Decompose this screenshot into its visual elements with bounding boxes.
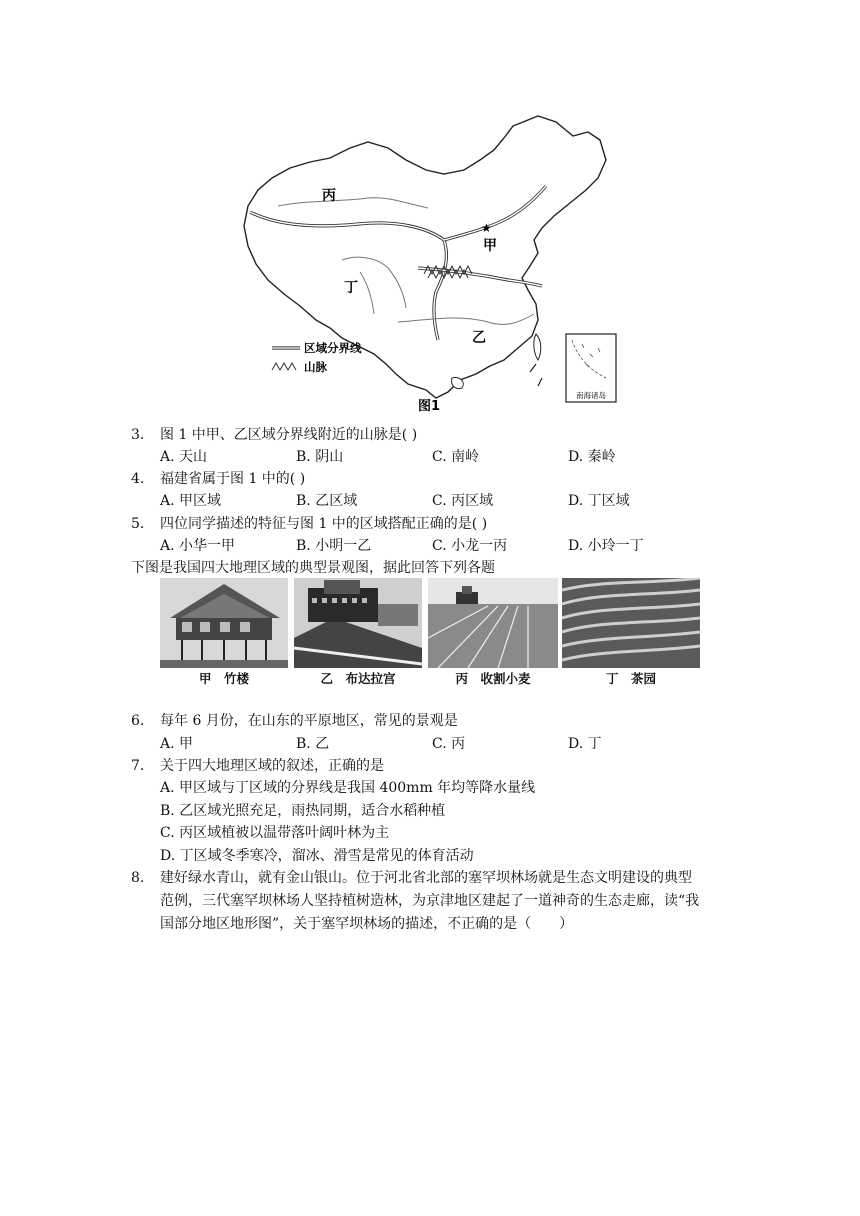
q5-option-b: B. 小明一乙 [296,538,372,554]
legend-mountain-label: 山脉 [304,360,327,374]
question-8-line-2: 范例，三代塞罕坝林场人坚持植树造林，为京津地区建起了一道神奇的生态走廊，读“我 [160,893,700,909]
potala-palace-image [294,578,422,668]
q5-option-d: D. 小玲一丁 [568,538,644,554]
q5-option-c: C. 小龙一丙 [432,538,508,554]
china-regions-map [238,108,630,418]
figure-caption: 图1 [418,399,441,414]
region-label-jia: 甲 [483,238,497,254]
question-3-stem: 图 1 中甲、乙区域分界线附近的山脉是( ) [160,427,418,443]
region-label-bing: 丙 [322,188,336,204]
q3-option-c: C. 南岭 [432,449,480,465]
question-4-stem: 福建省属于图 1 中的( ) [160,471,306,487]
wheat-harvest-image [428,578,558,668]
q7-option-c: C. 丙区域植被以温带落叶阔叶林为主 [160,825,390,841]
question-7-stem: 关于四大地理区域的叙述，正确的是 [160,758,384,774]
q3-option-b: B. 阴山 [296,449,344,465]
question-5-number: 5. [131,516,145,532]
q4-option-a: A. 甲区域 [160,493,222,509]
inset-label: 南海诸岛 [576,391,606,400]
photo-tea-garden [562,578,700,690]
photo-caption: 丁 茶园 [605,671,656,686]
q6-option-a: A. 甲 [160,736,194,752]
region-label-ding: 丁 [344,280,358,296]
question-3-number: 3. [131,427,145,443]
q7-option-b: B. 乙区域光照充足，雨热同期，适合水稻种植 [160,803,446,819]
q5-option-a: A. 小华一甲 [160,538,236,554]
photo-bamboo-house [160,578,288,690]
q4-option-d: D. 丁区域 [568,493,630,509]
q6-option-c: C. 丙 [432,736,466,752]
q4-option-c: C. 丙区域 [432,493,494,509]
photo-potala-palace [294,578,422,690]
q7-option-a: A. 甲区域与丁区域的分界线是我国 400mm 年均等降水量线 [160,780,536,796]
q3-option-d: D. 秦岭 [568,449,616,465]
legend-mountain-icon [272,363,296,370]
capital-star-icon: ★ [481,221,492,235]
question-4-number: 4. [131,471,145,487]
tea-garden-image [562,578,700,668]
legend-boundary-label: 区域分界线 [304,341,362,355]
photo-wheat-harvest [428,578,558,690]
region-label-yi: 乙 [472,330,486,346]
q7-option-d: D. 丁区域冬季寒冷，溜冰、滑雪是常见的体育活动 [160,848,474,864]
q3-option-a: A. 天山 [160,449,208,465]
question-6-number: 6. [131,713,145,729]
photo-caption: 乙 布达拉宫 [320,671,396,686]
photo-caption: 甲 竹楼 [198,671,249,686]
map-svg [238,108,630,418]
taiwan-island [534,334,541,360]
q6-option-d: D. 丁 [568,736,602,752]
q6-option-b: B. 乙 [296,736,330,752]
bamboo-house-image [160,578,288,668]
photo-caption: 丙 收割小麦 [455,671,531,686]
landscape-photos [160,578,700,690]
question-8-number: 8. [131,870,145,886]
question-7-number: 7. [131,758,145,774]
section-intro: 下图是我国四大地理区域的典型景观图，据此回答下列各题 [131,560,495,576]
question-8-line-1: 建好绿水青山，就有金山银山。位于河北省北部的塞罕坝林场就是生态文明建设的典型 [160,870,692,886]
question-8-line-3: 国部分地区地形图”，关于塞罕坝林场的描述，不正确的是（ ） [160,916,574,932]
question-6-stem: 每年 6 月份，在山东的平原地区，常见的景观是 [160,713,458,729]
q4-option-b: B. 乙区域 [296,493,358,509]
china-outline [244,116,606,398]
question-5-stem: 四位同学描述的特征与图 1 中的区域搭配正确的是( ) [160,516,488,532]
